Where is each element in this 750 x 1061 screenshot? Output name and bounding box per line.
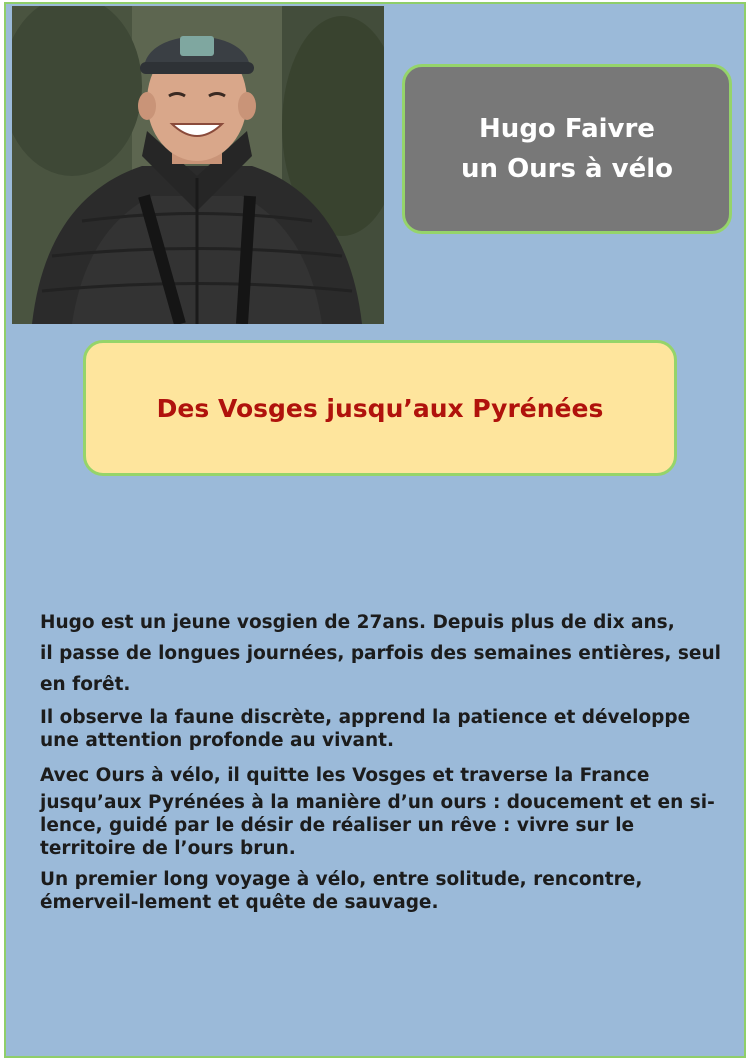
portrait-photo	[12, 6, 384, 324]
subtitle-text: Des Vosges jusqu’aux Pyrénées	[156, 393, 604, 423]
paragraph-1: Hugo est un jeune vosgien de 27ans. Depuis plus de dix ans,	[40, 612, 675, 633]
paragraph-7: Un premier long voyage à vélo, entre solitude, rencontre, émerveil-lement et quête de sauvage.	[40, 869, 643, 913]
title-box	[402, 64, 732, 234]
paragraph-5: Avec Ours à vélo, il quitte les Vosges et traverse la France	[40, 765, 650, 786]
title-line-1: Hugo Faivre	[479, 114, 655, 144]
paragraph-3: en forêt.	[40, 674, 131, 695]
body-text	[40, 607, 724, 922]
flyer-page	[4, 2, 746, 1058]
portrait-illustration	[12, 6, 384, 324]
paragraph-4: Il observe la faune discrète, apprend la patience et développe une attention profonde au vivant.	[40, 707, 691, 751]
subtitle-box	[83, 340, 677, 476]
paragraph-6: jusqu’aux Pyrénées à la manière d’un ours : doucement et en si-lence, guidé par le désir de réaliser un rêve : vivre sur le territoire de l’ours brun.	[40, 792, 715, 859]
title-line-2: un Ours à vélo	[461, 154, 673, 184]
paragraph-2: il passe de longues journées, parfois des semaines entières, seul	[40, 643, 721, 664]
